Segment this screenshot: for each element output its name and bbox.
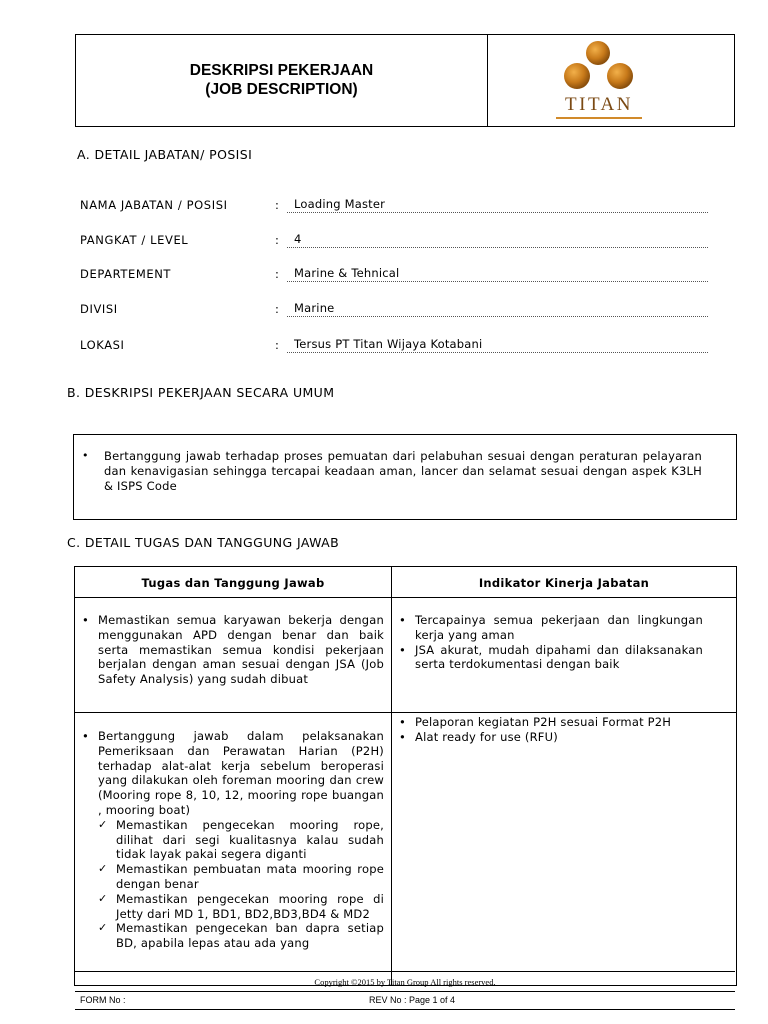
footer-bottom-rule xyxy=(75,1009,735,1010)
copyright-text: Copyright ©2015 by Titan Group All rights reserved. xyxy=(314,977,496,987)
bullet-icon: • xyxy=(82,449,89,462)
table-row-2-indicators xyxy=(397,715,717,745)
row-label-departement: DEPARTEMENT xyxy=(80,267,172,281)
general-description-box xyxy=(73,434,737,520)
row-colon: : xyxy=(275,267,279,281)
row-label-nama-jabatan: NAMA JABATAN / POSISI xyxy=(80,198,228,212)
row-label-divisi: DIVISI xyxy=(80,302,118,316)
checklist-item: ✓ Memastikan pengecekan mooring rope, dilihat dari segi kualitasnya kalau sudah tidak layak pakai segera diganti xyxy=(98,818,384,862)
row-value-lokasi: Tersus PT Titan Wijaya Kotabani xyxy=(287,337,708,353)
row-colon: : xyxy=(275,233,279,247)
row-colon: : xyxy=(275,338,279,352)
duties-table xyxy=(74,566,737,986)
row-value-departement: Marine & Tehnical xyxy=(287,266,708,282)
footer-top-rule xyxy=(75,971,735,972)
row-label-lokasi: LOKASI xyxy=(80,338,125,352)
section-c-heading: C. DETAIL TUGAS DAN TANGGUNG JAWAB xyxy=(67,535,340,550)
form-number: FORM No : xyxy=(80,995,126,1005)
table-row-divider xyxy=(75,712,736,713)
table-header-divider xyxy=(75,597,736,598)
title-line-1: DESKRIPSI PEKERJAAN xyxy=(189,62,374,79)
general-description-text: Bertanggung jawab terhadap proses pemuatan dari pelabuhan sesuai dengan peraturan pelayaran dan kenavigasian sehingga tercapai keadaan aman, lancer dan selamat sesuai dengan aspek K3LH & ISPS Code xyxy=(104,449,702,493)
document-title xyxy=(76,61,487,99)
table-column-divider xyxy=(391,567,392,985)
checklist-item: ✓ Memastikan pengecekan mooring rope di Jetty dari MD 1, BD1, BD2,BD3,BD4 & MD2 xyxy=(98,892,384,922)
logo-text: TITAN xyxy=(565,94,633,115)
header-divider xyxy=(487,35,488,126)
checklist-item: ✓ Memastikan pembuatan mata mooring rope dengan benar xyxy=(98,862,384,892)
list-item: • JSA akurat, mudah dipahami dan dilaksanakan serta terdokumentasi dengan baik xyxy=(397,643,703,673)
row-colon: : xyxy=(275,302,279,316)
table-row-1-indicators xyxy=(397,613,703,672)
row-value-pangkat: 4 xyxy=(287,232,708,248)
section-b-heading: B. DESKRIPSI PEKERJAAN SECARA UMUM xyxy=(67,385,335,400)
section-a-heading: A. DETAIL JABATAN/ POSISI xyxy=(77,147,253,162)
row-label-pangkat: PANGKAT / LEVEL xyxy=(80,233,189,247)
list-item: • Memastikan semua karyawan bekerja dengan menggunakan APD dengan benar dan baik serta memastikan semua kondisi pekerjaan berjalan dengan aman sesuai dengan JSA (Job Safety Analysis) yang sudah dibuat xyxy=(80,613,384,687)
document-header xyxy=(75,34,735,127)
checklist-item: ✓ Memastikan pengecekan ban dapra setiap BD, apabila lepas atau ada yang xyxy=(98,921,384,951)
list-item: • Pelaporan kegiatan P2H sesuai Format P2H xyxy=(397,715,717,730)
col-header-tasks: Tugas dan Tanggung Jawab xyxy=(141,576,325,590)
row-value-nama-jabatan: Loading Master xyxy=(287,197,708,213)
list-item: • Alat ready for use (RFU) xyxy=(397,730,717,745)
table-row-1-tasks xyxy=(80,613,384,687)
title-line-2: (JOB DESCRIPTION) xyxy=(205,81,358,98)
list-item: • Tercapainya semua pekerjaan dan lingkungan kerja yang aman xyxy=(397,613,703,643)
table-row-2-tasks xyxy=(80,729,384,985)
footer-middle-rule xyxy=(75,991,735,992)
row-colon: : xyxy=(275,198,279,212)
col-header-indicators: Indikator Kinerja Jabatan xyxy=(478,576,650,590)
list-item: • Bertanggung jawab dalam pelaksanakan Pemeriksaan dan Perawatan Harian (P2H) terhadap alat-alat kerja sebelum beroperasi yang dilakukan oleh foreman mooring dan crew (Mooring rope 8, 10, 12, mooring rope buangan , mooring boat) xyxy=(80,729,384,818)
row-value-divisi: Marine xyxy=(287,301,708,317)
revision-page-number: REV No : Page 1 of 4 xyxy=(369,995,456,1005)
logo-underline xyxy=(556,117,642,119)
